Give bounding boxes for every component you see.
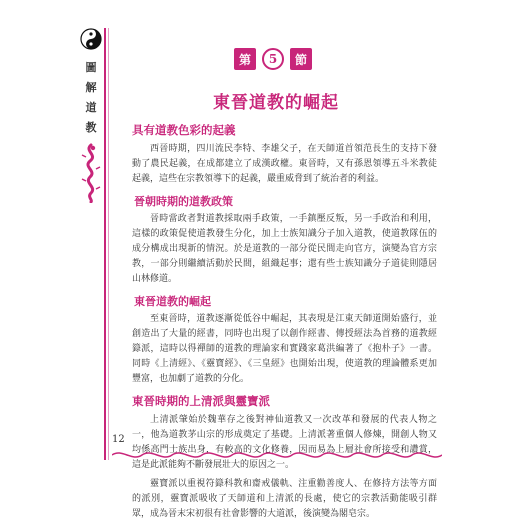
- chapter-prefix: 第: [234, 48, 256, 70]
- page-number: 12: [112, 434, 125, 445]
- paragraph: 晉時當政者對道教採取兩手政策，一手鎮壓反叛，另一手政治和利用，這樣的政策促使道教發生分化，加上士族知識分子加入道教，使道教隊伍的成分構成出現新的情況。於是道教的一部分從民間走向官方，演變為官方宗教，一部分則繼續活動於民間，組織起事；還有些士族知識分子道徒則隱居山林修道。: [132, 214, 437, 284]
- page-title: 東晉道教的崛起: [213, 93, 339, 113]
- sidebar: [80, 28, 102, 468]
- sidebar-title-char: 解: [85, 81, 97, 94]
- sidebar-title-char: 道: [85, 101, 97, 114]
- section-title: 東晉時期的上清派與靈寶派: [132, 394, 270, 408]
- section-title: 晉朝時期的道教政策: [134, 195, 233, 208]
- paragraph: 上清派肇始於魏華存之後對神仙道教又一次改革和發展的代表人物之一，他為道教茅山宗的形成奠定了基礎。上清派著重個人修煉，開創人物又均係高門士族出身，有較高的文化修養，因而易為上層社會所接受和讚賞，這是此派能夠不斷發展壯大的原因之一。: [132, 415, 437, 470]
- content: [132, 122, 437, 528]
- section-jin-policy: [132, 193, 437, 287]
- chapter-suffix: 節: [290, 48, 312, 70]
- chapter-badge: [234, 48, 312, 70]
- section-title: 東晉道教的崛起: [134, 295, 211, 308]
- chapter-number: 5: [262, 48, 284, 70]
- section-eastern-jin-rise: [132, 293, 437, 387]
- sidebar-book-title: [80, 58, 102, 138]
- yin-yang-icon: [80, 28, 102, 50]
- sidebar-title-char: 教: [85, 121, 97, 134]
- wave-ornament-icon: [112, 446, 442, 464]
- margin-rule-thin: [108, 28, 109, 460]
- margin-rule: [104, 28, 106, 460]
- paragraph: 至東晉時，道教逐漸從低谷中崛起，其表現是江東天師道開始盛行，並創造出了大量的經書，同時也出現了以創作經書、傳授經法為首務的道教經籙派，這時以得禪師的道教的理論家和實踐家葛洪編著了《抱朴子》一書。同時《上清經》、《靈寶經》、《三皇經》也開始出現，使道教的理論體系更加豐富，也加劇了道教的分化。: [132, 314, 437, 384]
- section-title: 具有道教色彩的起義: [132, 123, 236, 137]
- section-uprisings: [132, 122, 437, 187]
- paragraph: 西晉時期，四川流民李特、李雄父子，在天師道首領范長生的支持下發動了農民起義，在成都建立了成漢政權。東晉時，又有孫恩領導五斗米教徒起義，這些在宗教領導下的起義，嚴重威脅到了統治者的利益。: [132, 144, 437, 184]
- dragon-ornament-icon: [80, 143, 102, 203]
- paragraph: 靈寶派以重視符籙科教和齋戒儀軌、注重勸善度人、在修持方法等方面的派別，靈寶派吸收了天師道和上清派的長處，使它的宗教活動能吸引群眾，成為晉末宋初很有社會影響的大道派，後演變為閣皂宗。: [132, 479, 437, 519]
- sidebar-title-char: 圖: [85, 61, 97, 74]
